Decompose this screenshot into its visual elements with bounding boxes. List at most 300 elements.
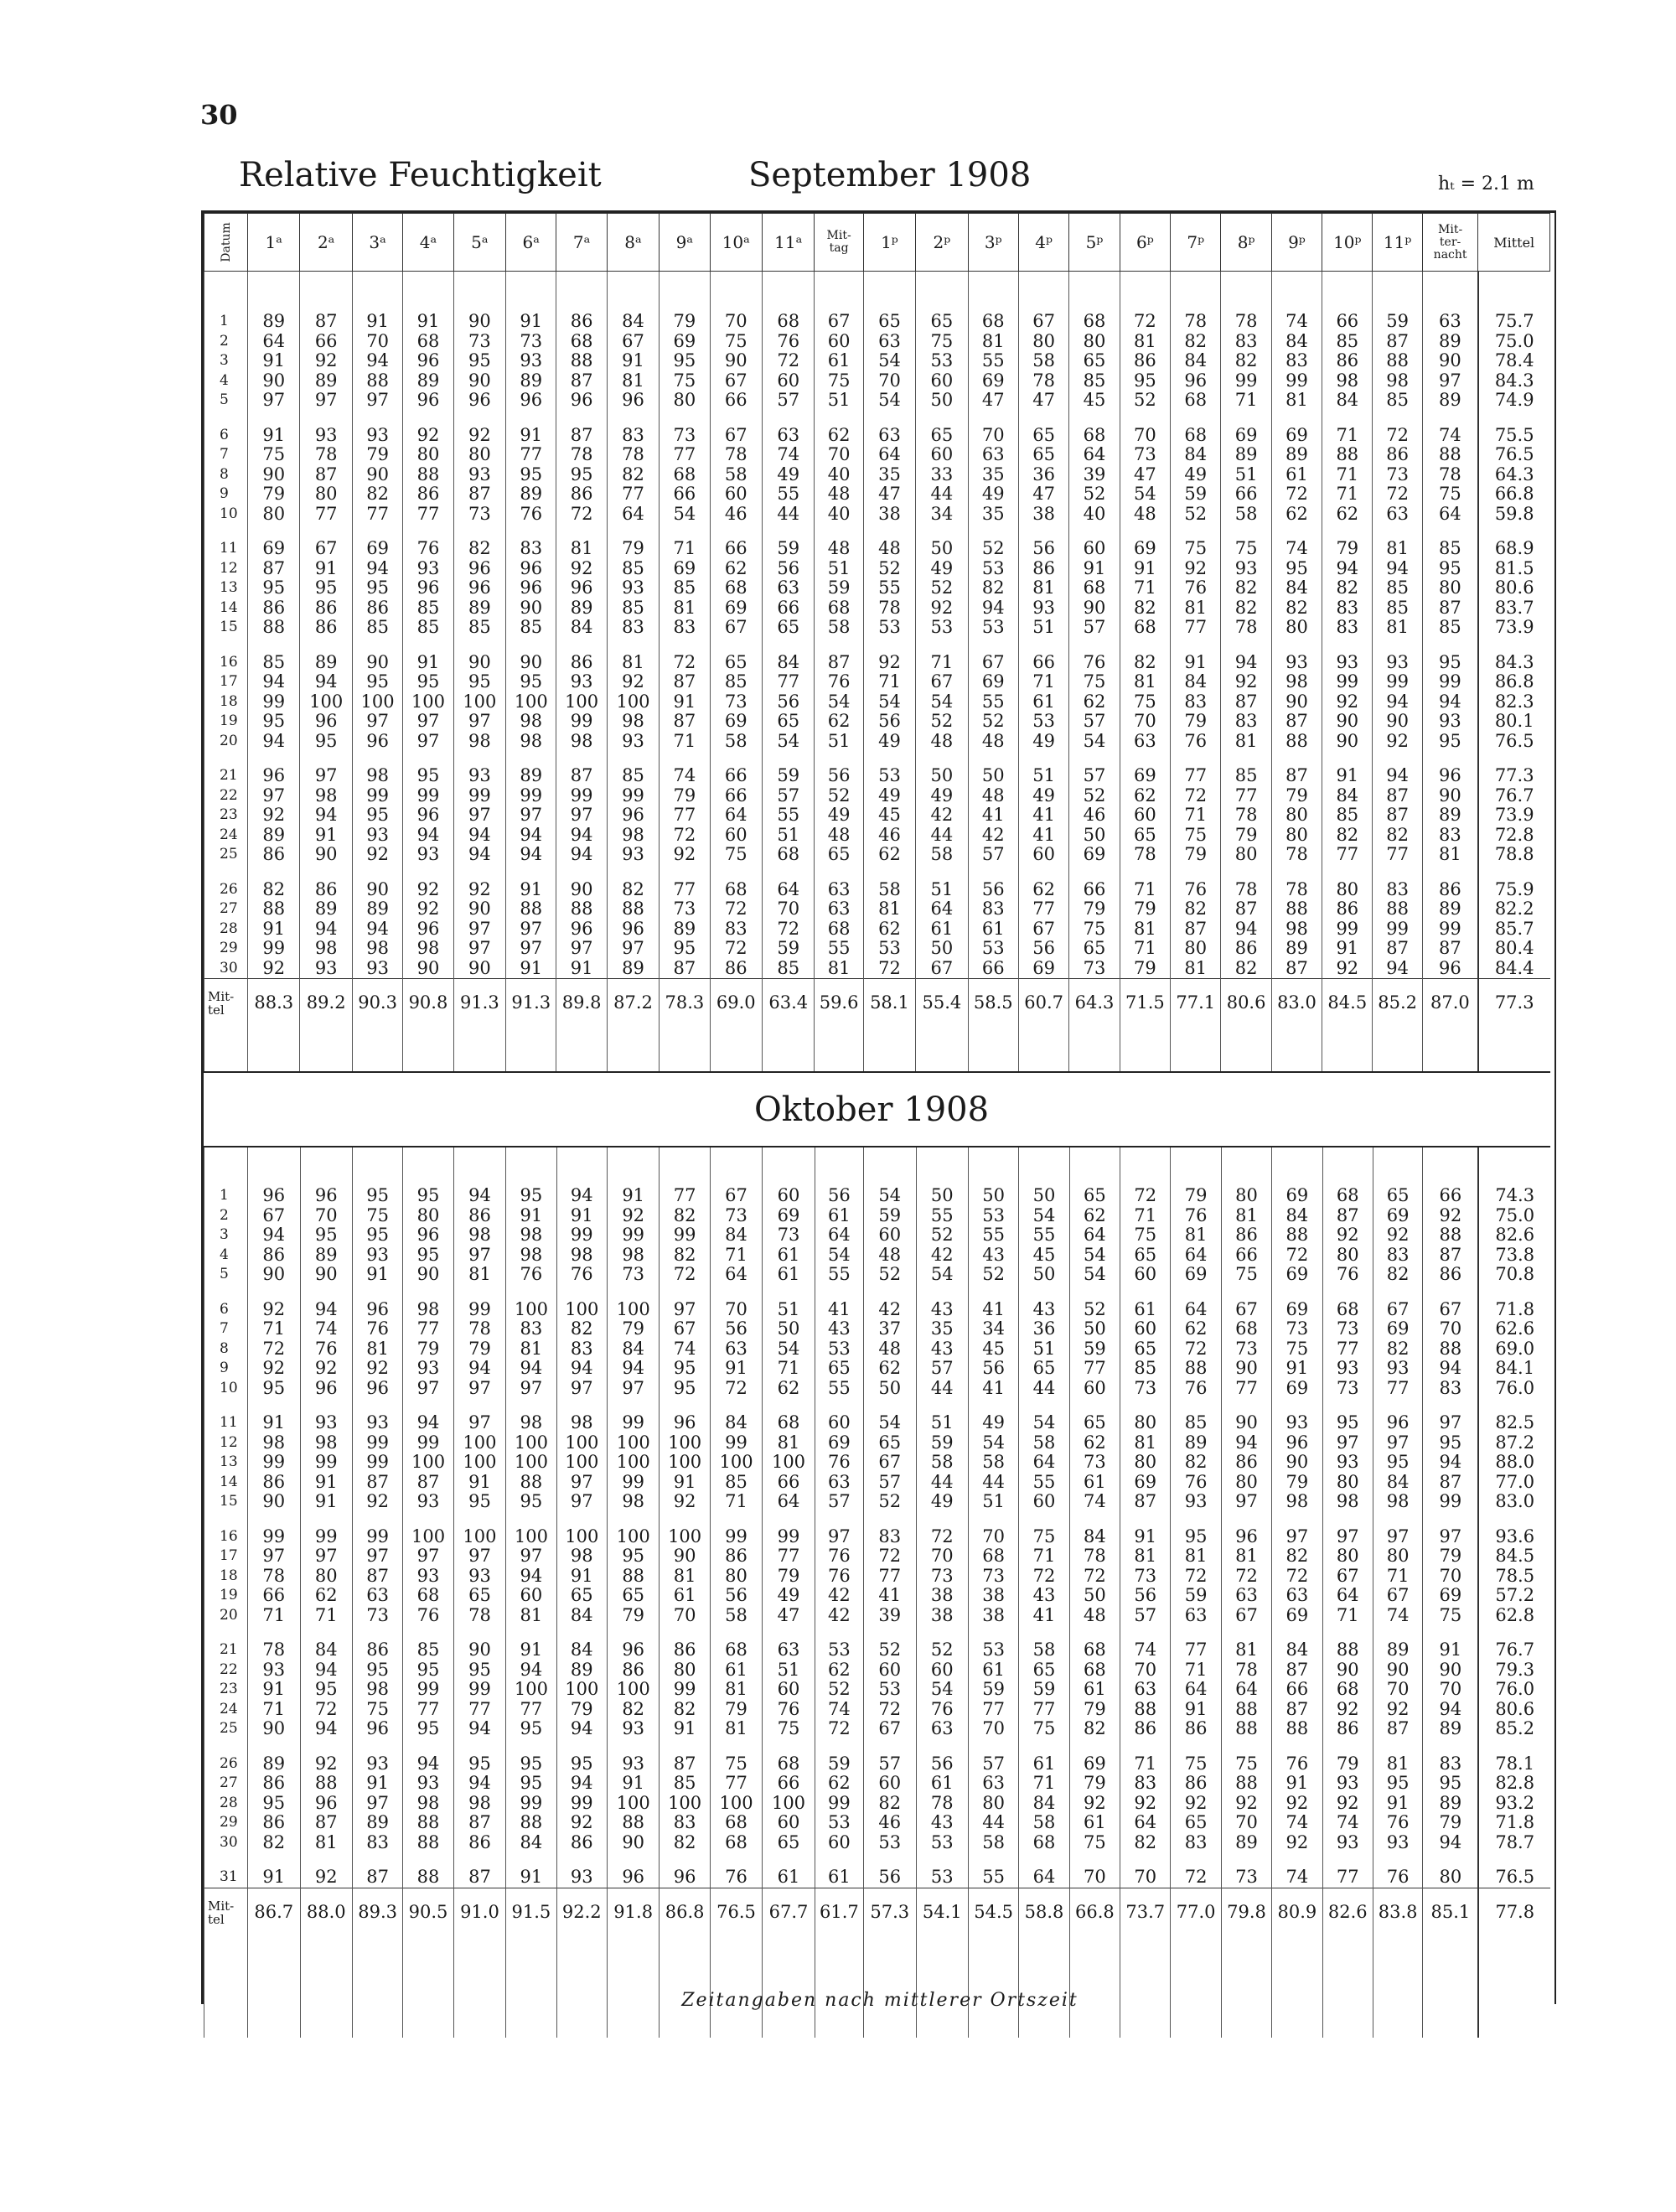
humidity-value: 97	[1423, 1527, 1479, 1547]
humidity-value: 95	[1271, 559, 1322, 579]
day-number: 9	[204, 484, 248, 505]
humidity-value: 85	[1069, 371, 1120, 391]
humidity-value: 63	[815, 1473, 863, 1493]
humidity-value: 51	[1018, 618, 1068, 638]
humidity-value: 72	[300, 1700, 352, 1720]
humidity-value: 58	[1018, 351, 1068, 371]
humidity-value: 60	[815, 332, 863, 352]
humidity-value: 67	[710, 618, 762, 638]
humidity-value: 89	[1422, 899, 1478, 920]
humidity-value: 60	[1120, 806, 1170, 826]
day-number: 26	[204, 880, 248, 900]
humidity-value: 78	[1221, 1660, 1271, 1681]
humidity-value: 68	[403, 332, 453, 352]
humidity-value: 51	[916, 1413, 968, 1433]
humidity-value: 84	[1271, 332, 1322, 352]
humidity-value: 51	[763, 1660, 815, 1681]
humidity-value: 60	[1019, 1492, 1069, 1512]
humidity-value: 78	[1221, 880, 1271, 900]
humidity-value: 89	[403, 371, 453, 391]
humidity-value: 83	[1271, 351, 1322, 371]
humidity-value: 95	[660, 351, 710, 371]
daily-mean: 71.8	[1478, 1813, 1550, 1833]
humidity-value: 94	[1423, 1359, 1479, 1379]
hour-column-header: 8ᵖ	[1221, 214, 1271, 272]
humidity-value: 87	[248, 559, 300, 579]
humidity-value: 81	[453, 1265, 505, 1285]
humidity-value: 78	[1271, 845, 1322, 865]
humidity-value: 97	[352, 391, 402, 411]
humidity-value: 35	[863, 465, 915, 485]
humidity-value: 93	[1373, 1833, 1422, 1853]
humidity-value: 92	[453, 426, 505, 446]
humidity-value: 98	[352, 766, 402, 786]
section-divider	[204, 1071, 1550, 1073]
humidity-value: 80	[1271, 618, 1322, 638]
humidity-value: 95	[506, 1492, 556, 1512]
humidity-value: 80	[660, 1660, 710, 1681]
humidity-value: 97	[1422, 371, 1478, 391]
humidity-value: 99	[352, 1453, 402, 1473]
humidity-value: 69	[710, 712, 762, 732]
humidity-value: 85	[763, 959, 815, 979]
humidity-value: 86	[352, 1640, 402, 1660]
humidity-value: 50	[916, 391, 968, 411]
humidity-value: 53	[864, 1680, 916, 1700]
humidity-value: 48	[1069, 1606, 1120, 1626]
humidity-value: 70	[916, 1546, 968, 1567]
humidity-value: 42	[916, 806, 968, 826]
humidity-value: 84	[556, 1640, 607, 1660]
humidity-value: 92	[607, 672, 659, 692]
humidity-value: 82	[1221, 351, 1271, 371]
hour-column-header: 7ᵖ	[1171, 214, 1221, 272]
humidity-value: 77	[763, 1546, 815, 1567]
humidity-value: 95	[1120, 371, 1170, 391]
humidity-value: 87	[556, 371, 607, 391]
humidity-value: 67	[815, 312, 863, 332]
humidity-value: 60	[864, 1660, 916, 1681]
humidity-value: 99	[1423, 1492, 1479, 1512]
humidity-value: 64	[607, 505, 659, 525]
spacer-row	[204, 411, 1550, 426]
humidity-value: 73	[1221, 1868, 1271, 1888]
table-row	[204, 1546, 1551, 1567]
humidity-value: 60	[506, 1586, 556, 1606]
humidity-value: 100	[556, 1527, 607, 1547]
humidity-value: 91	[607, 1186, 659, 1206]
humidity-value: 69	[1120, 766, 1170, 786]
humidity-value: 92	[300, 1359, 352, 1379]
humidity-value: 86	[1322, 899, 1373, 920]
humidity-value: 87	[1373, 939, 1422, 959]
humidity-value: 63	[1221, 1586, 1271, 1606]
humidity-value: 66	[1221, 1246, 1271, 1266]
humidity-value: 65	[815, 845, 863, 865]
humidity-value: 100	[556, 692, 607, 712]
humidity-value: 85	[506, 618, 556, 638]
humidity-value: 96	[352, 1719, 402, 1739]
humidity-value: 74	[1373, 1606, 1422, 1626]
humidity-value: 71	[1221, 391, 1271, 411]
day-number: 24	[204, 826, 248, 846]
humidity-value: 84	[1322, 786, 1373, 806]
humidity-value: 79	[1271, 786, 1322, 806]
daily-mean: 80.6	[1478, 578, 1550, 598]
humidity-value: 81	[660, 1567, 710, 1587]
humidity-value: 61	[968, 1660, 1018, 1681]
humidity-value: 59	[1019, 1680, 1069, 1700]
humidity-value: 81	[815, 959, 863, 979]
humidity-value: 100	[506, 1453, 556, 1473]
humidity-value: 96	[453, 391, 505, 411]
humidity-value: 70	[1423, 1567, 1479, 1587]
humidity-value: 93	[1221, 559, 1271, 579]
humidity-value: 90	[1322, 712, 1373, 732]
humidity-value: 100	[506, 1680, 556, 1700]
humidity-value: 68	[710, 1640, 762, 1660]
humidity-value: 96	[506, 578, 556, 598]
humidity-value: 58	[916, 1453, 968, 1473]
humidity-value: 97	[453, 920, 505, 940]
humidity-value: 92	[660, 845, 710, 865]
humidity-value: 44	[968, 1473, 1018, 1493]
humidity-value: 99	[556, 712, 607, 732]
humidity-value: 85	[1322, 806, 1373, 826]
humidity-value: 83	[660, 618, 710, 638]
daily-mean: 78.4	[1478, 351, 1550, 371]
humidity-value: 60	[815, 1833, 863, 1853]
humidity-value: 68	[815, 920, 863, 940]
humidity-value: 92	[1171, 559, 1221, 579]
humidity-value: 80	[1120, 1453, 1171, 1473]
humidity-value: 85	[607, 559, 659, 579]
humidity-value: 79	[1322, 1754, 1373, 1774]
humidity-value: 94	[453, 826, 505, 846]
day-number: 12	[204, 1433, 248, 1453]
humidity-value: 74	[1322, 1813, 1373, 1833]
humidity-value: 93	[506, 351, 556, 371]
hourly-mean: 92.2	[556, 1888, 607, 1937]
humidity-value: 59	[916, 1433, 968, 1453]
humidity-value: 49	[968, 1413, 1018, 1433]
humidity-value: 65	[1120, 826, 1170, 846]
humidity-value: 51	[815, 391, 863, 411]
humidity-value: 79	[607, 539, 659, 559]
day-number: 28	[204, 920, 248, 940]
humidity-value: 63	[763, 426, 815, 446]
humidity-value: 54	[1069, 1265, 1120, 1285]
humidity-value: 56	[710, 1586, 762, 1606]
humidity-value: 83	[1221, 332, 1271, 352]
hourly-mean: 80.6	[1221, 979, 1271, 1028]
humidity-value: 78	[556, 445, 607, 465]
humidity-value: 68	[710, 578, 762, 598]
table-row	[204, 1660, 1551, 1681]
humidity-value: 95	[352, 578, 402, 598]
humidity-value: 65	[1019, 1660, 1069, 1681]
humidity-value: 57	[916, 1359, 968, 1379]
humidity-value: 77	[1018, 899, 1068, 920]
humidity-value: 82	[1171, 899, 1221, 920]
humidity-value: 58	[863, 880, 915, 900]
humidity-value: 45	[863, 806, 915, 826]
day-number: 4	[204, 1246, 248, 1266]
humidity-value: 99	[248, 692, 300, 712]
mean-row	[204, 979, 1550, 1028]
table-row	[204, 312, 1550, 332]
hourly-mean: 88.0	[300, 1888, 352, 1937]
humidity-value: 64	[815, 1225, 863, 1246]
humidity-value: 88	[1271, 899, 1322, 920]
humidity-value: 60	[1069, 539, 1120, 559]
humidity-value: 44	[916, 826, 968, 846]
day-number: 11	[204, 1413, 248, 1433]
humidity-value: 99	[300, 1527, 352, 1547]
humidity-value: 62	[1171, 1319, 1221, 1339]
humidity-value: 96	[506, 559, 556, 579]
humidity-value: 81	[1120, 672, 1170, 692]
humidity-value: 72	[660, 653, 710, 673]
humidity-value: 77	[1373, 845, 1422, 865]
humidity-value: 94	[1373, 559, 1422, 579]
humidity-value: 90	[1221, 1359, 1271, 1379]
humidity-value: 91	[248, 920, 300, 940]
humidity-value: 47	[1120, 465, 1170, 485]
humidity-value: 42	[864, 1300, 916, 1320]
humidity-value: 99	[1422, 920, 1478, 940]
humidity-value: 79	[453, 1339, 505, 1360]
humidity-value: 97	[453, 1546, 505, 1567]
humidity-value: 71	[1120, 578, 1170, 598]
humidity-value: 76	[763, 1700, 815, 1720]
humidity-value: 99	[763, 1527, 815, 1547]
humidity-value: 87	[1423, 1473, 1479, 1493]
humidity-value: 94	[556, 1719, 607, 1739]
humidity-value: 70	[968, 1527, 1018, 1547]
humidity-value: 44	[1019, 1379, 1069, 1399]
humidity-value: 68	[763, 845, 815, 865]
humidity-value: 67	[248, 1206, 300, 1226]
humidity-value: 73	[1373, 465, 1422, 485]
humidity-value: 59	[1171, 484, 1221, 505]
humidity-value: 94	[506, 826, 556, 846]
humidity-value: 91	[607, 351, 659, 371]
humidity-value: 73	[607, 1265, 659, 1285]
hourly-mean: 82.6	[1322, 1888, 1373, 1937]
humidity-value: 91	[556, 1567, 607, 1587]
humidity-value: 92	[300, 1868, 352, 1888]
humidity-value: 83	[1120, 1774, 1171, 1794]
humidity-value: 78	[916, 1794, 968, 1814]
humidity-value: 49	[968, 484, 1018, 505]
humidity-value: 96	[300, 1379, 352, 1399]
humidity-value: 80	[1221, 1186, 1271, 1206]
humidity-value: 79	[1171, 1186, 1221, 1206]
humidity-value: 84	[1069, 1527, 1120, 1547]
humidity-value: 84	[607, 312, 659, 332]
humidity-value: 74	[660, 766, 710, 786]
humidity-value: 64	[248, 332, 300, 352]
humidity-value: 82	[607, 465, 659, 485]
humidity-value: 98	[403, 939, 453, 959]
humidity-value: 83	[1322, 598, 1373, 619]
humidity-value: 57	[968, 845, 1018, 865]
humidity-value: 46	[864, 1813, 916, 1833]
humidity-value: 43	[916, 1813, 968, 1833]
humidity-value: 89	[300, 1246, 352, 1266]
humidity-value: 99	[453, 1300, 505, 1320]
humidity-value: 75	[1221, 1265, 1271, 1285]
day-number: 25	[204, 1719, 248, 1739]
humidity-value: 51	[916, 880, 968, 900]
humidity-value: 61	[1120, 1300, 1171, 1320]
humidity-value: 77	[660, 806, 710, 826]
humidity-value: 86	[1322, 351, 1373, 371]
humidity-value: 49	[763, 465, 815, 485]
mean-row	[204, 1888, 1551, 1937]
humidity-value: 88	[556, 351, 607, 371]
day-number: 19	[204, 712, 248, 732]
humidity-value: 92	[453, 880, 505, 900]
humidity-value: 73	[1322, 1319, 1373, 1339]
humidity-value: 60	[1120, 1265, 1171, 1285]
day-number: 30	[204, 959, 248, 979]
humidity-value: 90	[248, 1265, 300, 1285]
humidity-value: 94	[1423, 1833, 1479, 1853]
humidity-value: 96	[453, 559, 505, 579]
date-column-header: Datum	[204, 214, 248, 272]
humidity-value: 95	[403, 1719, 453, 1739]
humidity-value: 100	[607, 1794, 659, 1814]
hourly-mean: 54.1	[916, 1888, 968, 1937]
humidity-value: 93	[453, 1567, 505, 1587]
hourly-mean: 67.7	[763, 1888, 815, 1937]
humidity-value: 81	[1018, 578, 1068, 598]
humidity-value: 85	[1171, 1413, 1221, 1433]
humidity-value: 54	[815, 692, 863, 712]
humidity-value: 74	[1271, 539, 1322, 559]
humidity-value: 98	[248, 1433, 300, 1453]
table-row	[204, 1794, 1551, 1814]
humidity-value: 97	[453, 1413, 505, 1433]
table-row	[204, 845, 1550, 865]
mean-row-label: Mit- tel	[204, 1888, 248, 1937]
humidity-value: 79	[352, 445, 402, 465]
humidity-value: 84	[1272, 1206, 1322, 1226]
hourly-mean: 89.8	[556, 979, 607, 1028]
humidity-value: 93	[300, 959, 352, 979]
humidity-value: 98	[300, 786, 352, 806]
humidity-value: 53	[916, 1868, 968, 1888]
humidity-value: 53	[916, 1833, 968, 1853]
table-row	[204, 426, 1550, 446]
humidity-value: 77	[1019, 1700, 1069, 1720]
humidity-value: 97	[607, 939, 659, 959]
humidity-value: 66	[1069, 880, 1120, 900]
humidity-value: 43	[916, 1339, 968, 1360]
humidity-value: 81	[607, 653, 659, 673]
humidity-value: 69	[660, 559, 710, 579]
humidity-value: 84	[506, 1833, 556, 1853]
table-row	[204, 1754, 1551, 1774]
humidity-value: 89	[248, 826, 300, 846]
humidity-value: 97	[300, 766, 352, 786]
humidity-value: 69	[1373, 1206, 1422, 1226]
humidity-value: 48	[864, 1339, 916, 1360]
humidity-value: 63	[863, 426, 915, 446]
humidity-value: 55	[763, 484, 815, 505]
humidity-value: 95	[506, 1719, 556, 1739]
humidity-value: 42	[815, 1586, 863, 1606]
humidity-value: 94	[556, 1186, 607, 1206]
humidity-value: 68	[1120, 618, 1170, 638]
humidity-value: 64	[710, 806, 762, 826]
humidity-value: 99	[506, 786, 556, 806]
humidity-value: 92	[300, 351, 352, 371]
table-row	[204, 1586, 1551, 1606]
humidity-value: 91	[352, 312, 402, 332]
humidity-value: 81	[1271, 391, 1322, 411]
humidity-value: 86	[1018, 559, 1068, 579]
humidity-value: 71	[1120, 939, 1170, 959]
humidity-value: 57	[1069, 766, 1120, 786]
humidity-value: 48	[968, 732, 1018, 752]
humidity-value: 41	[968, 806, 1018, 826]
humidity-value: 66	[710, 786, 762, 806]
humidity-value: 90	[1272, 1453, 1322, 1473]
humidity-value: 76	[1171, 880, 1221, 900]
humidity-value: 80	[660, 391, 710, 411]
humidity-value: 62	[1120, 786, 1170, 806]
humidity-value: 99	[660, 1680, 710, 1700]
humidity-value: 86	[1221, 1225, 1271, 1246]
humidity-value: 94	[352, 920, 402, 940]
humidity-value: 51	[815, 732, 863, 752]
humidity-value: 78	[1221, 806, 1271, 826]
humidity-value: 56	[1018, 539, 1068, 559]
humidity-value: 67	[710, 371, 762, 391]
page-number: 30	[200, 99, 238, 131]
humidity-value: 95	[403, 1246, 453, 1266]
humidity-value: 54	[660, 505, 710, 525]
humidity-value: 79	[660, 312, 710, 332]
humidity-value: 91	[1069, 559, 1120, 579]
humidity-value: 61	[660, 1586, 710, 1606]
humidity-value: 90	[1373, 1660, 1422, 1681]
humidity-value: 100	[607, 1433, 659, 1453]
daily-mean: 87.2	[1478, 1433, 1550, 1453]
humidity-value: 82	[1221, 578, 1271, 598]
table-row	[204, 1606, 1551, 1626]
humidity-value: 93	[1373, 1359, 1422, 1379]
humidity-value: 96	[403, 578, 453, 598]
humidity-value: 99	[660, 1225, 710, 1246]
humidity-value: 57	[1120, 1606, 1171, 1626]
humidity-value: 86	[403, 484, 453, 505]
humidity-value: 81	[506, 1339, 556, 1360]
humidity-value: 38	[1018, 505, 1068, 525]
daily-mean: 84.4	[1478, 959, 1550, 979]
daily-mean: 62.8	[1478, 1606, 1550, 1626]
humidity-value: 34	[916, 505, 968, 525]
humidity-value: 95	[1422, 732, 1478, 752]
humidity-value: 78	[1171, 312, 1221, 332]
humidity-value: 50	[763, 1319, 815, 1339]
humidity-value: 96	[506, 391, 556, 411]
humidity-value: 61	[1018, 692, 1068, 712]
humidity-value: 87	[352, 1567, 402, 1587]
